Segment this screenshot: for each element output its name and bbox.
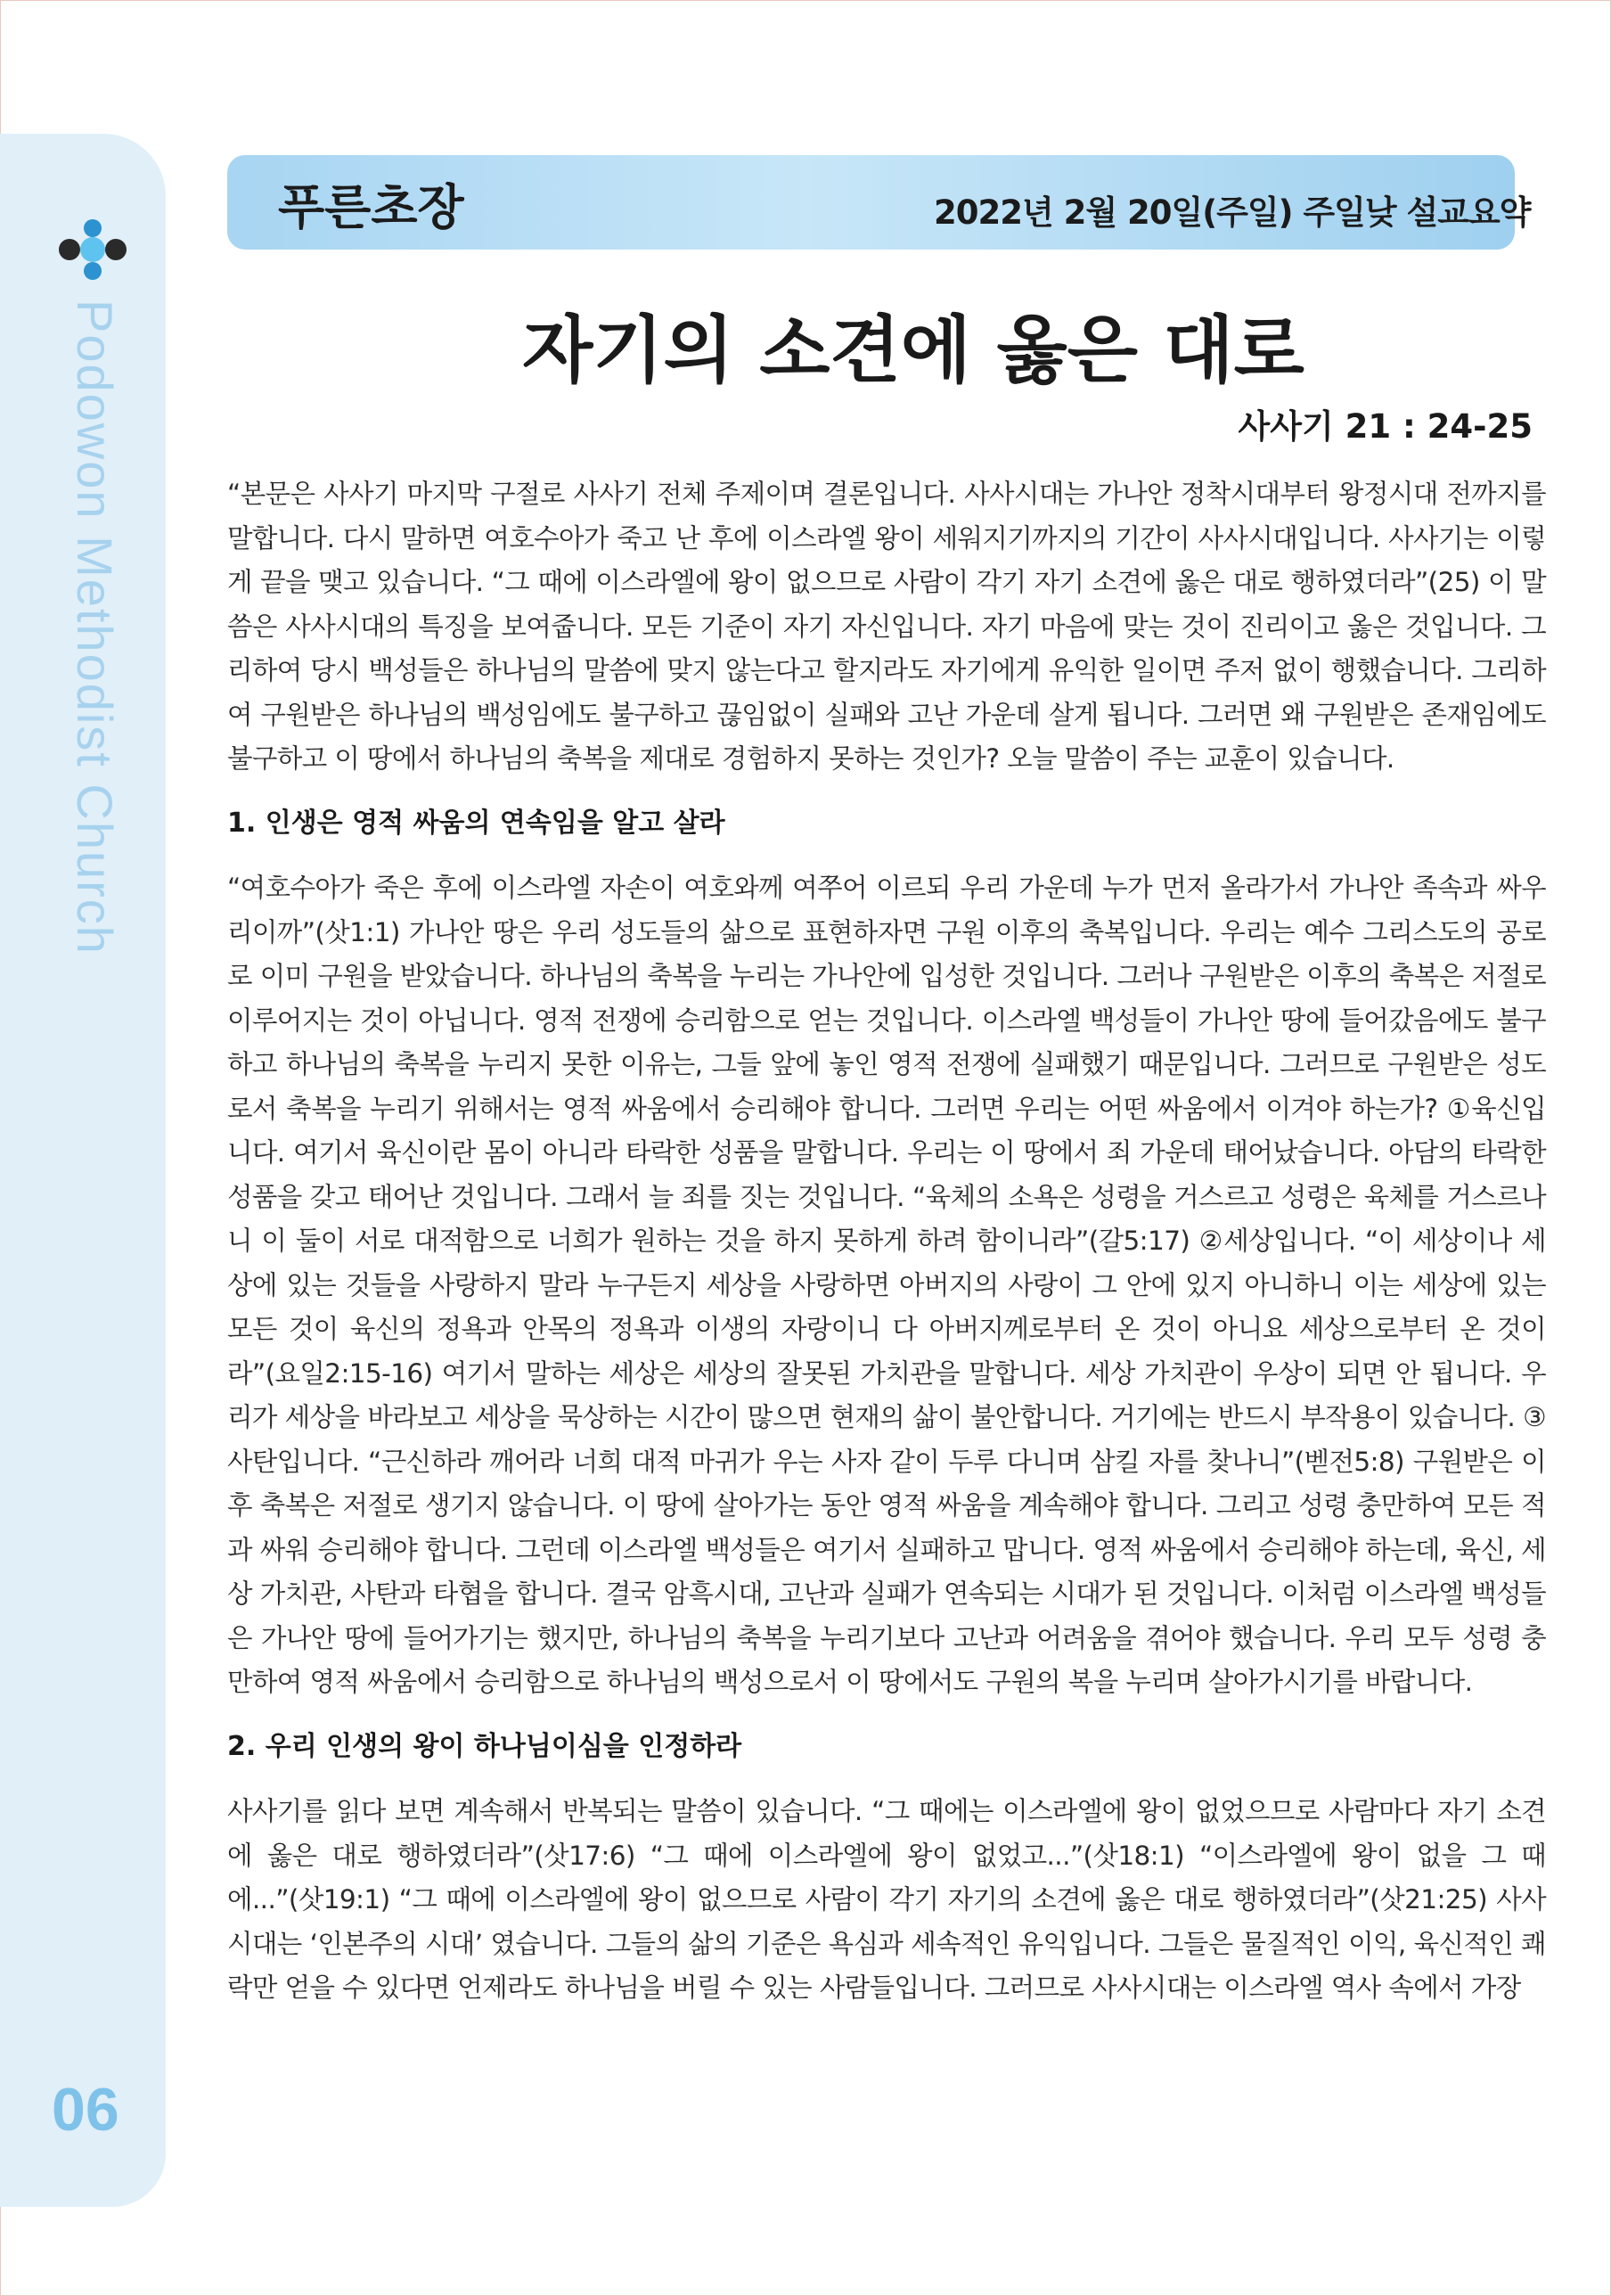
sermon-title: 자기의 소견에 옳은 대로 (522, 308, 1304, 393)
scripture-reference: 사사기 21 : 24-25 (1238, 407, 1533, 446)
section-2-paragraph: 사사기를 읽다 보면 계속해서 반복되는 말씀이 있습니다. “그 때에는 이스라엘에 왕이 없었으므로 사람마다 자기 소견에 옳은 대로 행하였더라”(삿17:6) “그 때에 이스라엘에 왕이 없었고...”(삿18:1) “이스라엘에 왕이 없을 그 때에...”(삿19:1) “그 때에 이스라엘에 왕이 없으므로 사람이 각기 자기의 소견에 옳은 대로 행하였더라”(삿21:25) 사사시대는 ‘인본주의 시대’ 였습니다. 그들의 삶의 기준은 욕심과 세속적인 유익입니다. 그들은 물질적인 이익, 육신적인 쾌락만 얻을 수 있다면 언제라도 하나님을 버릴 수 있는 사람들입니다. 그러므로 사사시대는 이스라엘 역사 속에서 가장 (227, 1796, 1546, 2003)
section-2-heading: 2. 우리 인생의 왕이 하나님이심을 인정하라 (227, 1730, 742, 1762)
page-number: 06 (52, 2076, 119, 2144)
section-1-paragraph: “여호수아가 죽은 후에 이스라엘 자손이 여호와께 여쭈어 이르되 우리 가운데 누가 먼저 올라가서 가나안 족속과 싸우리이까”(삿1:1) 가나안 땅은 우리 성도들의 삶으로 표현하자면 구원 이후의 축복입니다. 우리는 예수 그리스도의 공로로 이미 구원을 받았습니다. 하나님의 축복을 누리는 가나안에 입성한 것입니다. 그러나 구원받은 이후의 축복은 저절로 이루어지는 것이 아닙니다. 영적 전쟁에 승리함으로 얻는 것입니다. 이스라엘 백성들이 가나안 땅에 들어갔음에도 불구하고 하나님의 축복을 누리지 못한 이유는, 그들 앞에 놓인 영적 전쟁에 실패했기 때문입니다. 그러므로 구원받은 성도로서 축복을 누리기 위해서는 영적 싸움에서 승리해야 합니다. 그러면 우리는 어떤 싸움에서 이겨야 하는가? ①육신입니다. 여기서 육신이란 몸이 아니라 타락한 성품을 말합니다. 우리는 이 땅에서 죄 가운데 태어났습니다. 아담의 타락한 성품을 갖고 태어난 것입니다. 그래서 늘 죄를 짓는 것입니다. “육체의 소욕은 성령을 거스르고 성령은 육체를 거스르나니 이 둘이 서로 대적함으로 너희가 원하는 것을 하지 못하게 하려 함이니라”(갈5:17) ②세상입니다. “이 세상이나 세상에 있는 것들을 사랑하지 말라 누구든지 세상을 사랑하면 아버지의 사랑이 그 안에 있지 아니하니 이는 세상에 있는 모든 것이 육신의 정욕과 안목의 정욕과 이생의 자랑이니 다 아버지께로부터 온 것이 아니요 세상으로부터 온 것이라”(요일2:15-16) 여기서 말하는 세상은 세상의 잘못된 가치관을 말합니다. 세상 가치관이 우상이 되면 안 됩니다. 우리가 세상을 바라보고 세상을 묵상하는 시간이 많으면 현재의 삶이 불안합니다. 거기에는 반드시 부작용이 있습니다. ③사탄입니다. “근신하라 깨어라 너희 대적 마귀가 우는 사자 같이 두루 다니며 삼킬 자를 찾나니”(벧전5:8) 구원받은 이후 축복은 저절로 생기지 않습니다. 이 땅에 살아가는 동안 영적 싸움을 계속해야 합니다. 그리고 성령 충만하여 모든 적과 싸워 승리해야 합니다. 그런데 이스라엘 백성들은 여기서 실패하고 맙니다. 영적 싸움에서 승리해야 하는데, 육신, 세상 가치관, 사탄과 타협을 합니다. 결국 암흑시대, 고난과 실패가 연속되는 시대가 된 것입니다. 이처럼 이스라엘 백성들은 가나안 땅에 들어가기는 했지만, 하나님의 축복을 누리기보다 고난과 어려움을 겪어야 했습니다. 우리 모두 성령 충만하여 영적 싸움에서 승리함으로 하나님의 백성으로서 이 땅에서도 구원의 복을 누리며 살아가시기를 바랍니다. (227, 873, 1546, 1697)
sermon-body (227, 472, 1546, 2011)
church-name-vertical: Podowon Methodist Church (67, 299, 123, 955)
church-logo-icon (59, 219, 127, 280)
section-1-heading: 1. 인생은 영적 싸움의 연속임을 알고 살라 (227, 807, 725, 839)
section-label: 푸른초장 (278, 179, 464, 235)
sermon-date: 2022년 2월 20일(주일) 주일낮 설교요약 (934, 193, 1531, 232)
intro-paragraph: “본문은 사사기 마지막 구절로 사사기 전체 주제이며 결론입니다. 사사시대는 가나안 정착시대부터 왕정시대 전까지를 말합니다. 다시 말하면 여호수아가 죽고 난 후에 이스라엘 왕이 세워지기까지의 기간이 사사시대입니다. 사사기는 이렇게 끝을 맺고 있습니다. “그 때에 이스라엘에 왕이 없으므로 사람이 각기 자기 소견에 옳은 대로 행하였더라”(25) 이 말씀은 사사시대의 특징을 보여줍니다. 모든 기준이 자기 자신입니다. 자기 마음에 맞는 것이 진리이고 옳은 것입니다. 그리하여 당시 백성들은 하나님의 말씀에 맞지 않는다고 할지라도 자기에게 유익한 일이면 주저 없이 행했습니다. 그리하여 구원받은 하나님의 백성임에도 불구하고 끊임없이 실패와 고난 가운데 살게 됩니다. 그러면 왜 구원받은 존재임에도 불구하고 이 땅에서 하나님의 축복을 제대로 경험하지 못하는 것인가? 오늘 말씀이 주는 교훈이 있습니다. (227, 479, 1546, 774)
